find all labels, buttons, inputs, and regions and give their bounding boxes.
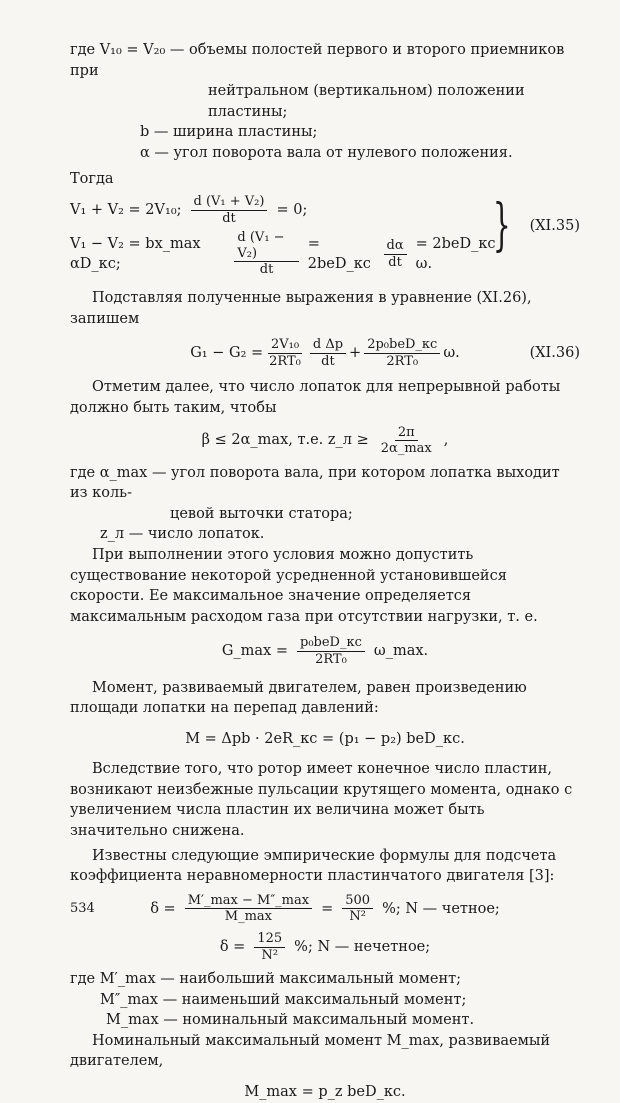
togda-text: Тогда [70,171,114,188]
paragraph: Момент, развиваемый двигателем, равен произведению площади лопатки на перепад давлений: [70,679,527,717]
fraction: $\frac{\text{2p₀beD\_кс}}{\text{2RT₀}}$ [364,337,440,369]
eq-part: = 2beD_кс [307,235,371,273]
fraction: $\frac{\text{d (V₁ + V₂)}}{dt}$ [191,194,268,226]
eq-part: V₁ + V₂ = 2V₁₀; [70,201,182,218]
definition-alpha-max-cont: цевой выточки статора; [170,505,353,522]
equation-xi36 [70,337,580,369]
paragraph: Известны следующие эмпирические формулы для подсчета коэффициента неравномерности пластинчатого двигателя [3]: [70,847,557,885]
brace: } [493,193,512,259]
eq-part: + [349,344,362,361]
eq-part: %; N — четное; [382,900,500,917]
equation-delta-odd [70,931,580,963]
eq-part: δ = [219,938,246,955]
page-number: 534 [70,901,95,916]
fraction: $\frac{M'\_\max - M''\_\max}{M\_\max}$ [185,893,312,925]
definition-m2: M″_max — наименьший максимальный момент; [100,991,467,1008]
paragraph: При выполнении этого условия можно допустить существование некоторой усредненной установившейся скорости. Ее максимальное значение определяется максимальным расходом газа при отсутствии нагрузки, т. е. [70,547,538,625]
paragraph: Вследствие того, что ротор имеет конечное число пластин, возникают неизбежные пульсации крутящего момента, однако с увеличением числа пластин их величина может быть значительно снижена. [70,761,573,839]
equation-delta-even [70,893,580,925]
fraction: $\frac{500}{\text{N²}}$ [342,893,373,925]
eq-part: G_max = [221,643,288,660]
definition-m3: M_max — номинальный максимальный момент. [106,1012,475,1029]
eq-part: = 2beD_кс ω. [415,235,496,273]
eq-part: = 0; [276,201,308,218]
definition-alpha: α — угол поворота вала от нулевого положения. [140,144,513,161]
equation-system-xi35 [70,194,580,278]
fraction: $\frac{\text{d (V₁ − V₂)}}{dt}$ [234,230,298,278]
definition-alpha-max: где α_max — угол поворота вала, при котором лопатка выходит из коль- [70,464,560,502]
paragraph: Номинальный максимальный момент M_max, развиваемый двигателем, [70,1032,551,1070]
definition-m1: где M′_max — наибольший максимальный момент; [70,971,462,988]
equation-gmax [70,635,580,667]
equation-number: (XI.36) [529,344,580,361]
system-line-1 [70,194,500,226]
system-line-2 [70,230,500,278]
definition-b: b — ширина пластины; [140,124,318,141]
equation-moment: M = Δpb · 2eR_кс = (p₁ − p₂) beD_кс. [185,730,465,747]
fraction: $\frac{d\alpha}{dt}$ [384,238,407,270]
definition-z: z_л — число лопаток. [100,526,265,543]
eq-part: β ≤ 2α_max, т.е. z_л ≥ [201,432,369,449]
eq-part: = [321,900,334,917]
page-body [70,40,580,1103]
eq-part: , [443,432,449,449]
eq-part: ω. [443,344,460,361]
paragraph: Отметим далее, что число лопаток для непрерывной работы должно быть таким, чтобы [70,379,561,416]
fraction: $\frac{\text{2V₁₀}}{\text{2RT₀}}$ [269,337,301,369]
eq-part: G₁ − G₂ = [190,344,264,361]
eq-part: %; N — нечетное; [294,938,431,955]
fraction: $\frac{\text{d Δp}}{dt}$ [310,337,346,369]
fraction: $\frac{\text{p₀beD\_кс}}{\text{2RT₀}}$ [297,635,365,667]
equation-number: (XI.35) [529,218,580,235]
eq-part: V₁ − V₂ = bx_max αD_кс; [70,235,201,273]
eq-part: δ = [150,900,176,917]
fraction: $\frac{2\pi}{2\alpha\_\max}$ [380,424,432,457]
fraction: $\frac{125}{\text{N²}}$ [254,931,285,963]
equation-beta [70,425,580,457]
eq-part: ω_max. [373,643,429,660]
paragraph: Подставляя полученные выражения в уравнение (XI.26), запишем [70,290,532,327]
definition-v10: где V₁₀ = V₂₀ — объемы полостей первого и второго приемников при [70,42,565,79]
equation-mmax: M_max = p_z beD_кс. [244,1083,406,1100]
definition-v10-cont: нейтральном (вертикальном) положении пластины; [208,83,525,120]
